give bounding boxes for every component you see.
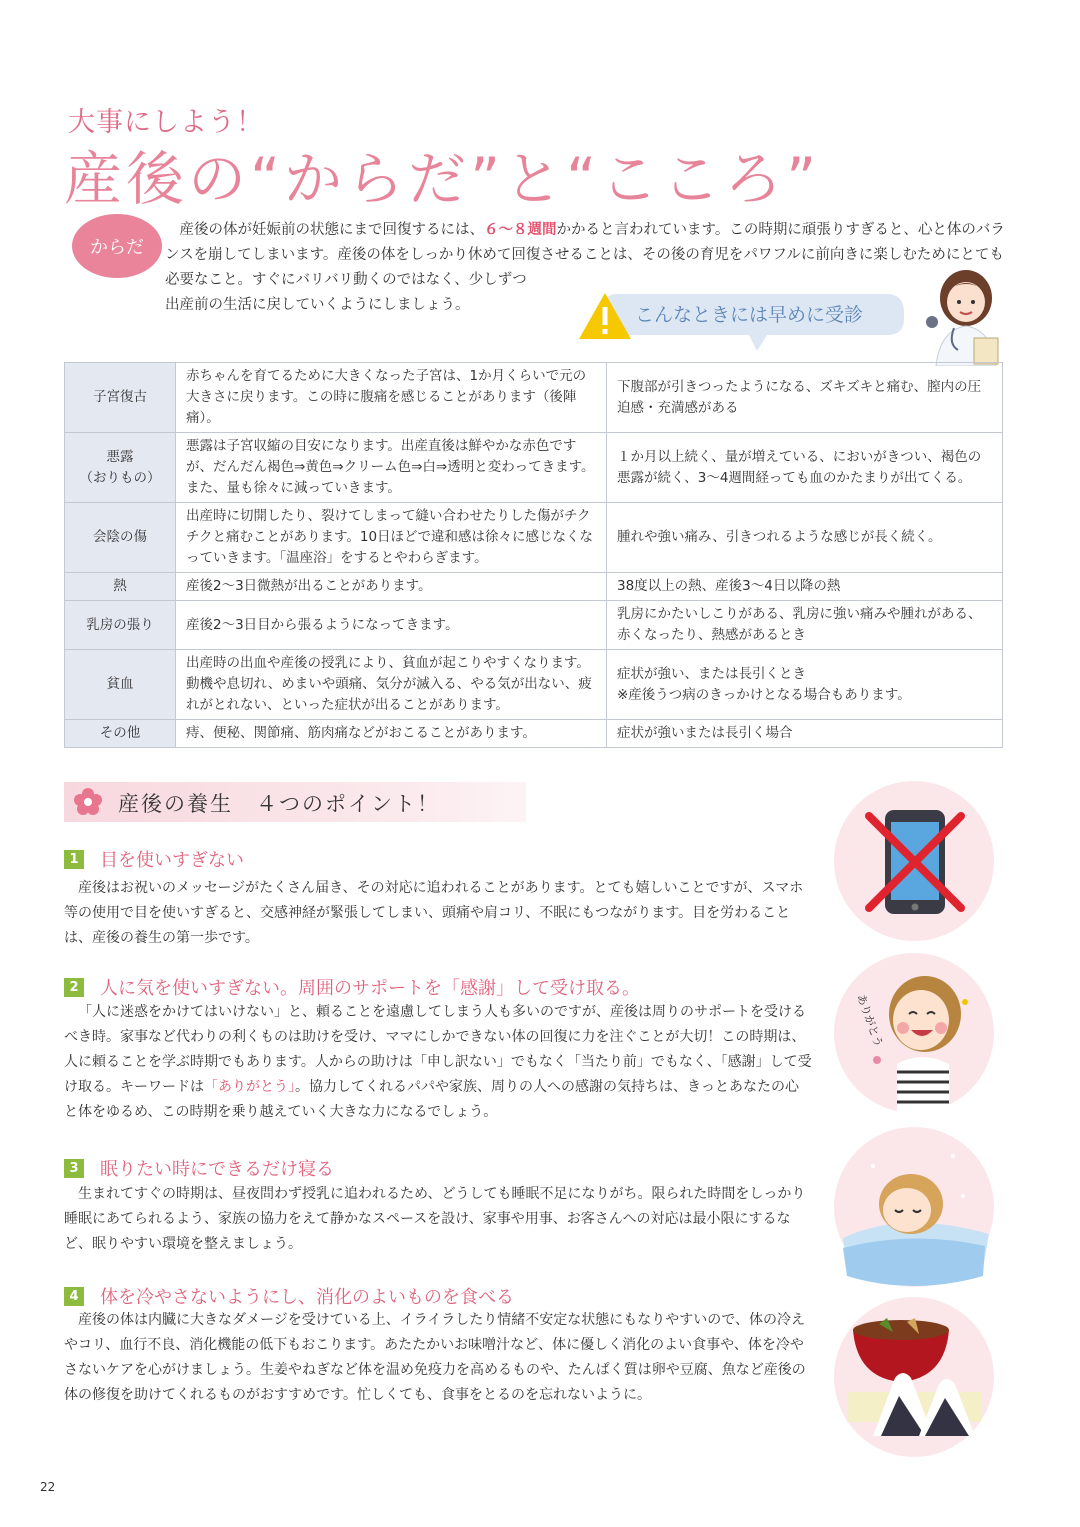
table-row (65, 363, 1003, 433)
row-category: 熱 (65, 573, 176, 601)
thanks-text: ありがとう (854, 992, 886, 1049)
row-description: 出産時の出血や産後の授乳により、貧血が起こりやすくなります。動機や息切れ、めまいや頭痛、気分が滅入る、やる気が出ない、疲れがとれない、といった症状が出ることがあります。 (176, 650, 607, 720)
row-description: 産後2～3日目から張るようになってきます。 (176, 601, 607, 650)
table-row (65, 503, 1003, 573)
row-description: 痔、便秘、関節痛、筋肉痛などがおこることがあります。 (176, 720, 607, 748)
table-row (65, 650, 1003, 720)
point-4-header (64, 1283, 514, 1309)
point-3-header (64, 1155, 334, 1181)
miso-soup-onigiri-icon (833, 1296, 995, 1458)
karada-badge-label: からだ (90, 237, 144, 258)
point-title: 目を使いすぎない (100, 850, 244, 871)
intro-text-after: かかると言われています。この時期に頑張りすぎると、心と体のバランスを崩してしまいます。産後の体をしっかり休めて回復させることは、その後の育児をパワフルに前向きに楽しむためにとても必要なこと。すぐにバリバリ動くのではなく、少しずつ (165, 222, 1005, 288)
point-1-header (64, 846, 244, 872)
category-label: 悪露 (106, 448, 134, 465)
sleeping-mother-icon (833, 1126, 995, 1288)
row-category (65, 433, 176, 503)
warning-line: 症状が強い、または長引くとき (617, 665, 806, 682)
category-sublabel: （おりもの） (79, 469, 161, 486)
point-number-badge: 1 (64, 850, 84, 869)
point-2-body-b: 。協力してくれるパパや家族、周りの人への感謝の気持ちは、きっとあなたの心と体をゆるめ、この時期を乗り越えていく大きな力になるでしょう。 (64, 1079, 799, 1120)
point-title: 人に気を使いすぎない。周囲のサポートを「感謝」して受け取る。 (100, 978, 640, 999)
row-category: 貧血 (65, 650, 176, 720)
warning-note: ※産後うつ病のきっかけとなる場合もあります。 (617, 686, 911, 703)
row-warning: 下腹部が引きつったようになる、ズキズキと痛む、膣内の圧迫感・充満感がある (607, 363, 1003, 433)
point-2-header (64, 974, 640, 1000)
row-warning: １か月以上続く、量が増えている、においがきつい、褐色の悪露が続く、3～4週間経っても血のかたまりが出てくる。 (607, 433, 1003, 503)
row-description: 赤ちゃんを育てるために大きくなった子宮は、1か月くらいで元の大きさに戻ります。この時に腹痛を感じることがあります（後陣痛）。 (176, 363, 607, 433)
flower-icon (74, 788, 102, 816)
page-number: 22 (40, 1480, 56, 1494)
row-category: 乳房の張り (65, 601, 176, 650)
row-description: 産後2～3日微熱が出ることがあります。 (176, 573, 607, 601)
row-description: 出産時に切開したり、裂けてしまって縫い合わせたりした傷がチクチクと痛むことがあります。10日ほどで違和感は徐々に感じなくなっていきます。「温座浴」をするとやわらぎます。 (176, 503, 607, 573)
point-title: 体を冷やさないようにし、消化のよいものを食べる (100, 1287, 514, 1308)
point-number-badge: 2 (64, 978, 84, 997)
table-row (65, 720, 1003, 748)
keyword-arigatou: 「ありがとう」 (204, 1079, 295, 1095)
row-description: 悪露は子宮収縮の目安になります。出産直後は鮮やかな赤色ですが、だんだん褐色⇒黄色⇒クリーム色⇒白⇒透明と変わってきます。また、量も徐々に減っていきます。 (176, 433, 607, 503)
point-title: 眠りたい時にできるだけ寝る (100, 1159, 334, 1180)
intro-text-before: 産後の体が妊娠前の状態にまで回復するには、 (179, 222, 484, 238)
table-row (65, 573, 1003, 601)
row-warning: 38度以上の熱、産後3～4日以降の熱 (607, 573, 1003, 601)
callout-label: こんなときには早めに受診 (635, 304, 864, 326)
point-number-badge: 4 (64, 1287, 84, 1306)
thankful-mother-icon (833, 952, 995, 1114)
row-warning: 腫れや強い痛み、引きつれるような感じが長く続く。 (607, 503, 1003, 573)
table-row (65, 601, 1003, 650)
page-title: 産後の“からだ”と“こころ” (64, 145, 821, 213)
see-doctor-callout (577, 291, 907, 353)
row-category: 子宮復古 (65, 363, 176, 433)
no-smartphone-icon (833, 780, 995, 942)
point-4-body: 産後の体は内臓に大きなダメージを受けている上、イライラしたり情緒不安定な状態にもなりやすいので、体の冷えやコリ、血行不良、消化機能の低下もおこります。あたたかいお味噌汁など、体に優しく消化のよい食事や、体を冷やさないケアを心がけましょう。生姜やねぎなど体を温め免疫力を高めるものや、たんぱく質は卵や豆腐、魚など産後の体の修復を助けてくれるものがおすすめです。忙しくても、食事をとるのを忘れないように。 (64, 1312, 806, 1403)
intro-line2: 出産前の生活に戻していくようにしましょう。 (165, 297, 470, 313)
row-category: その他 (65, 720, 176, 748)
page-kicker: 大事にしよう！ (68, 107, 264, 138)
karada-badge (72, 214, 162, 278)
row-category: 会陰の傷 (65, 503, 176, 573)
table-row (65, 433, 1003, 503)
points-heading-text: 産後の養生 ４つのポイント！ (118, 792, 440, 816)
points-section-heading (64, 782, 526, 822)
symptoms-table (64, 362, 1003, 748)
row-warning: 症状が強いまたは長引く場合 (607, 720, 1003, 748)
intro-paragraph (165, 218, 1007, 293)
point-2-body (64, 1000, 812, 1125)
row-warning: 乳房にかたいしこりがある、乳房に強い痛みや腫れがある、赤くなったり、熱感があるとき (607, 601, 1003, 650)
point-2-body-a: 「人に迷惑をかけてはいけない」と、頼ることを遠慮してしまう人も多いのですが、産後は周りのサポートを受けるべき時。家事など代わりの利くものは助けを受け、ママにしかできない体の回復に力を注ぐことが大切！この時期は、人に頼ることを学ぶ時期でもあります。人からの助けは「申し訳ない」でもなく「当たり前」でもなく、「感謝」して受け取る。キーワードは (64, 1004, 812, 1095)
intro-highlight: ６～８週間 (484, 222, 557, 238)
point-number-badge: 3 (64, 1159, 84, 1178)
row-warning (607, 650, 1003, 720)
point-3-body: 生まれてすぐの時期は、昼夜問わず授乳に追われるため、どうしても睡眠不足になりがち。限られた時間をしっかり睡眠にあてられるよう、家族の協力をえて静かなスペースを設け、家事や用事、お客さんへの対応は最小限にするなど、眠りやすい環境を整えましょう。 (64, 1186, 806, 1252)
doctor-icon (914, 262, 1018, 366)
point-1-body: 産後はお祝いのメッセージがたくさん届き、その対応に追われることがあります。とても嬉しいことですが、スマホ等の使用で目を使いすぎると、交感神経が緊張してしまい、頭痛や肩コリ、不眠にもつながります。目を労わることは、産後の養生の第一歩です。 (64, 880, 804, 946)
